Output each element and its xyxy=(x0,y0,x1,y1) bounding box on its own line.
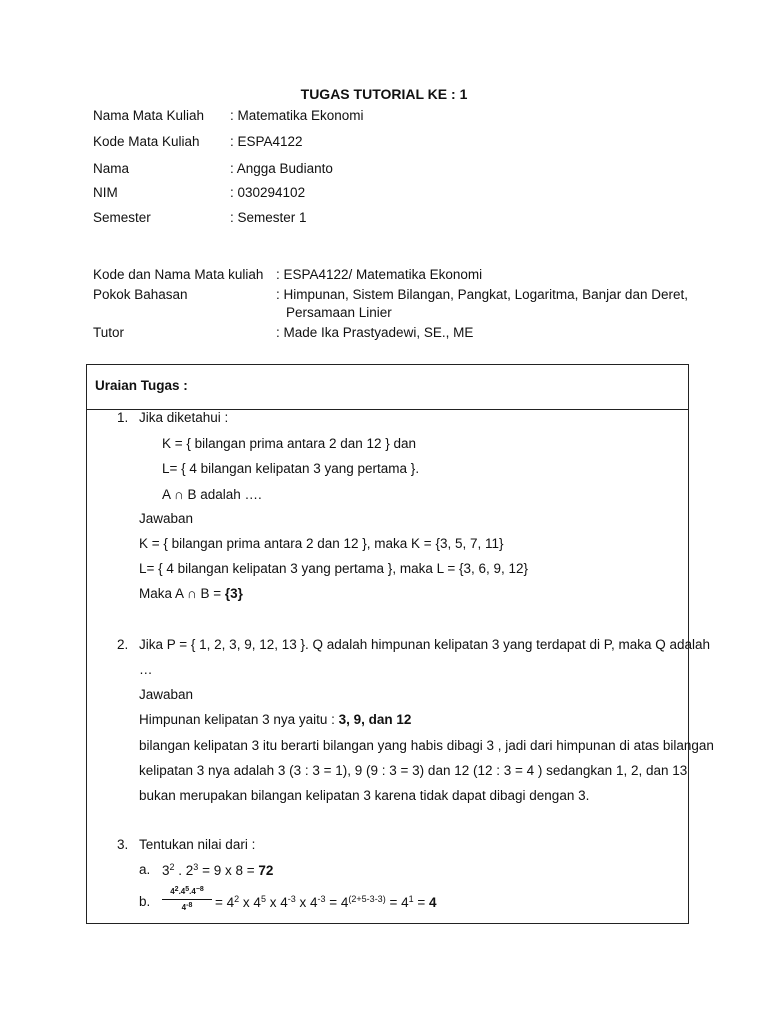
label-tutor: Tutor xyxy=(93,325,125,340)
result-value: 3, 9, dan 12 xyxy=(338,712,412,727)
exponent: 2 xyxy=(234,894,240,904)
explanation-line: bilangan kelipatan 3 itu berarti bilangan yang habis dibagi 3 , jadi dari himpunan di atas bilangan xyxy=(139,738,714,753)
result-prefix: Himpunan kelipatan 3 nya yaitu : xyxy=(139,712,339,727)
expr-part: .4 xyxy=(189,887,196,896)
task-box-header xyxy=(87,365,688,410)
item-b-expression xyxy=(215,894,437,910)
exponent: 5 xyxy=(185,886,190,893)
value-topics: : Himpunan, Sistem Bilangan, Pangkat, Logaritma, Banjar dan Deret, xyxy=(276,287,688,302)
label-semester: Semester xyxy=(93,210,151,225)
value-semester: : Semester 1 xyxy=(230,210,307,225)
question-line: K = { bilangan prima antara 2 dan 12 } dan xyxy=(162,436,417,451)
question-line: A ∩ B adalah …. xyxy=(162,487,262,502)
expr-part: = 4 xyxy=(385,895,409,910)
explanation-line: kelipatan 3 nya adalah 3 (3 : 3 = 1), 9 (9 : 3 = 3) dan 12 (12 : 3 = 4 ) sedangkan 1, 2, dan 13 xyxy=(139,763,688,778)
value-tutor: : Made Ika Prastyadewi, SE., ME xyxy=(276,325,474,340)
label-topics: Pokok Bahasan xyxy=(93,287,188,302)
question-line: L= { 4 bilangan kelipatan 3 yang pertama }. xyxy=(162,461,420,476)
question-number: 1. xyxy=(117,410,129,425)
value-nim: : 030294102 xyxy=(230,185,306,200)
value-name: : Angga Budianto xyxy=(230,161,333,176)
item-label-b: b. xyxy=(139,894,151,909)
answer-label: Jawaban xyxy=(139,511,194,526)
expr-part: x 4 xyxy=(265,895,288,910)
result-prefix: Maka A ∩ B = xyxy=(139,586,225,601)
expr-part: 4 xyxy=(170,887,175,896)
fraction-denominator xyxy=(162,902,212,912)
question-prompt: Jika diketahui : xyxy=(139,410,229,425)
value-course-code: : ESPA4122 xyxy=(230,134,303,149)
result-value: {3} xyxy=(224,586,243,601)
label-nim: NIM xyxy=(93,185,118,200)
value-topics-cont: Persamaan Linier xyxy=(286,305,392,320)
fraction-numerator xyxy=(162,886,212,896)
label-course-code: Kode Mata Kuliah xyxy=(93,134,200,149)
expr-part: x 4 xyxy=(295,895,318,910)
fraction xyxy=(162,886,212,916)
answer-result xyxy=(139,712,411,727)
value-course-name: : Matematika Ekonomi xyxy=(230,108,364,123)
question-number: 2. xyxy=(117,637,129,652)
question-prompt: Jika P = { 1, 2, 3, 9, 12, 13 }. Q adalah himpunan kelipatan 3 yang terdapat di P, maka Q adalah xyxy=(139,637,711,652)
expr-part: = 4 xyxy=(215,895,235,910)
exponent: 5 xyxy=(260,894,266,904)
expr-part: = xyxy=(413,895,429,910)
exponent: −8 xyxy=(195,886,204,893)
answer-line: L= { 4 bilangan kelipatan 3 yang pertama }, maka L = {3, 6, 9, 12} xyxy=(139,561,529,576)
item-b-result: 4 xyxy=(429,895,437,910)
answer-label: Jawaban xyxy=(139,687,194,702)
expr-part: 3 xyxy=(162,863,170,878)
label-course-name: Nama Mata Kuliah xyxy=(93,108,205,123)
document-title: TUGAS TUTORIAL KE : 1 xyxy=(300,86,468,102)
expr-part: . 2 xyxy=(174,863,194,878)
explanation-line: bukan merupakan bilangan kelipatan 3 karena tidak dapat dibagi dengan 3. xyxy=(139,788,590,803)
expr-part: 4 xyxy=(181,903,187,912)
expr-part: .4 xyxy=(178,887,186,896)
value-course-code-name: : ESPA4122/ Matematika Ekonomi xyxy=(276,267,483,282)
exponent: -3 xyxy=(317,894,326,904)
exponent: 2 xyxy=(169,862,175,872)
answer-result xyxy=(139,586,243,601)
item-a-expression xyxy=(162,862,273,878)
exponent: -8 xyxy=(186,902,193,909)
answer-line: K = { bilangan prima antara 2 dan 12 }, maka K = {3, 5, 7, 11} xyxy=(139,536,504,551)
item-label-a: a. xyxy=(139,862,151,877)
question-prompt: Tentukan nilai dari : xyxy=(139,837,256,852)
expr-part: x 4 xyxy=(239,895,261,910)
exponent: 3 xyxy=(193,862,199,872)
task-heading: Uraian Tugas : xyxy=(95,378,188,393)
question-prompt-cont: … xyxy=(139,662,153,677)
question-number: 3. xyxy=(117,837,129,852)
expr-part: = 4 xyxy=(325,895,349,910)
exponent: (2+5-3-3) xyxy=(348,894,386,904)
item-a-result: 72 xyxy=(258,863,274,878)
label-name: Nama xyxy=(93,161,130,176)
exponent: -3 xyxy=(287,894,296,904)
exponent: 1 xyxy=(408,894,414,904)
exponent: 2 xyxy=(174,886,179,893)
fraction-bar xyxy=(162,899,212,900)
expr-part: = 9 x 8 = xyxy=(198,863,259,878)
label-course-code-name: Kode dan Nama Mata kuliah xyxy=(93,267,264,282)
